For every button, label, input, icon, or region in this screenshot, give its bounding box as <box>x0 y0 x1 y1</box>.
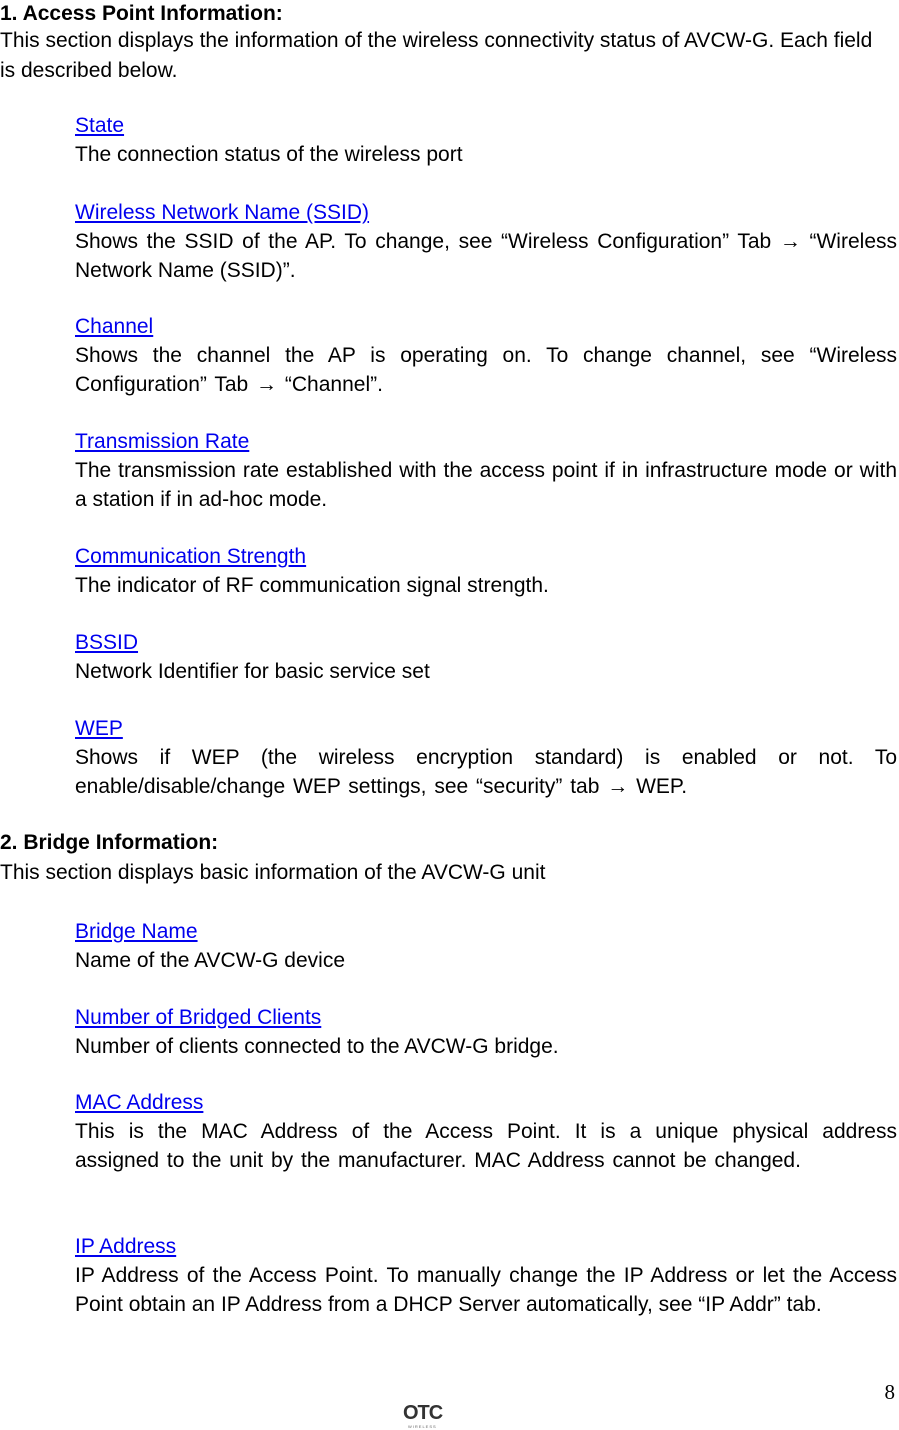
field-desc: Shows the SSID of the AP. To change, see “Wireless Configuration” Tab → “Wireless Network Name (SSID)”. <box>75 230 897 282</box>
logo-text: OTC <box>403 1402 443 1424</box>
section-1-intro: This section displays the information of the wireless connectivity status of AVCW-G. Each field is described below. <box>0 29 873 82</box>
section-1-heading: 1. Access Point Information: <box>0 2 283 25</box>
field-ip-address <box>75 1233 897 1319</box>
field-title[interactable]: WEP <box>75 717 123 740</box>
section-2-heading: 2. Bridge Information: <box>0 831 219 854</box>
field-title[interactable]: Channel <box>75 315 154 338</box>
field-title[interactable]: IP Address <box>75 1235 177 1258</box>
field-desc: Network Identifier for basic service set <box>75 660 430 683</box>
field-title[interactable]: Transmission Rate <box>75 430 250 453</box>
field-channel <box>75 313 897 399</box>
field-bridge-name <box>75 918 897 975</box>
logo-subtext: WIRELESS <box>408 1424 437 1429</box>
field-state <box>75 112 897 169</box>
field-bssid <box>75 629 897 686</box>
field-bridged-clients <box>75 1004 897 1061</box>
field-desc: This is the MAC Address of the Access Point. It is a unique physical address assigned to the unit by the manufacturer. MAC Address cannot be changed. <box>75 1120 897 1172</box>
field-title[interactable]: MAC Address <box>75 1091 204 1114</box>
section-2-intro: This section displays basic information of the AVCW-G unit <box>0 861 546 884</box>
field-desc: The connection status of the wireless port <box>75 143 463 166</box>
field-communication-strength <box>75 543 897 600</box>
field-desc: IP Address of the Access Point. To manually change the IP Address or let the Access Point obtain an IP Address from a DHCP Server automatically, see “IP Addr” tab. <box>75 1264 897 1316</box>
field-desc: Shows if WEP (the wireless encryption standard) is enabled or not. To enable/disable/change WEP settings, see “security” tab → WEP. <box>75 746 897 798</box>
field-ssid <box>75 199 897 285</box>
field-title[interactable]: Communication Strength <box>75 545 307 568</box>
field-title[interactable]: Bridge Name <box>75 920 198 943</box>
field-desc: Name of the AVCW-G device <box>75 949 345 972</box>
field-title[interactable]: BSSID <box>75 631 139 654</box>
field-mac-address <box>75 1089 897 1175</box>
field-desc: Number of clients connected to the AVCW-G bridge. <box>75 1035 559 1058</box>
page-number: 8 <box>884 1380 895 1404</box>
field-desc: Shows the channel the AP is operating on. To change channel, see “Wireless Configuration” Tab → “Channel”. <box>75 344 897 396</box>
field-title[interactable]: Wireless Network Name (SSID) <box>75 201 370 224</box>
field-title[interactable]: State <box>75 114 125 137</box>
field-transmission-rate <box>75 428 897 514</box>
field-title[interactable]: Number of Bridged Clients <box>75 1006 322 1029</box>
field-desc: The transmission rate established with the access point if in infrastructure mode or with a station if in ad-hoc mode. <box>75 459 897 511</box>
field-desc: The indicator of RF communication signal strength. <box>75 574 549 597</box>
field-wep <box>75 715 897 801</box>
otc-wireless-logo <box>402 1399 464 1430</box>
